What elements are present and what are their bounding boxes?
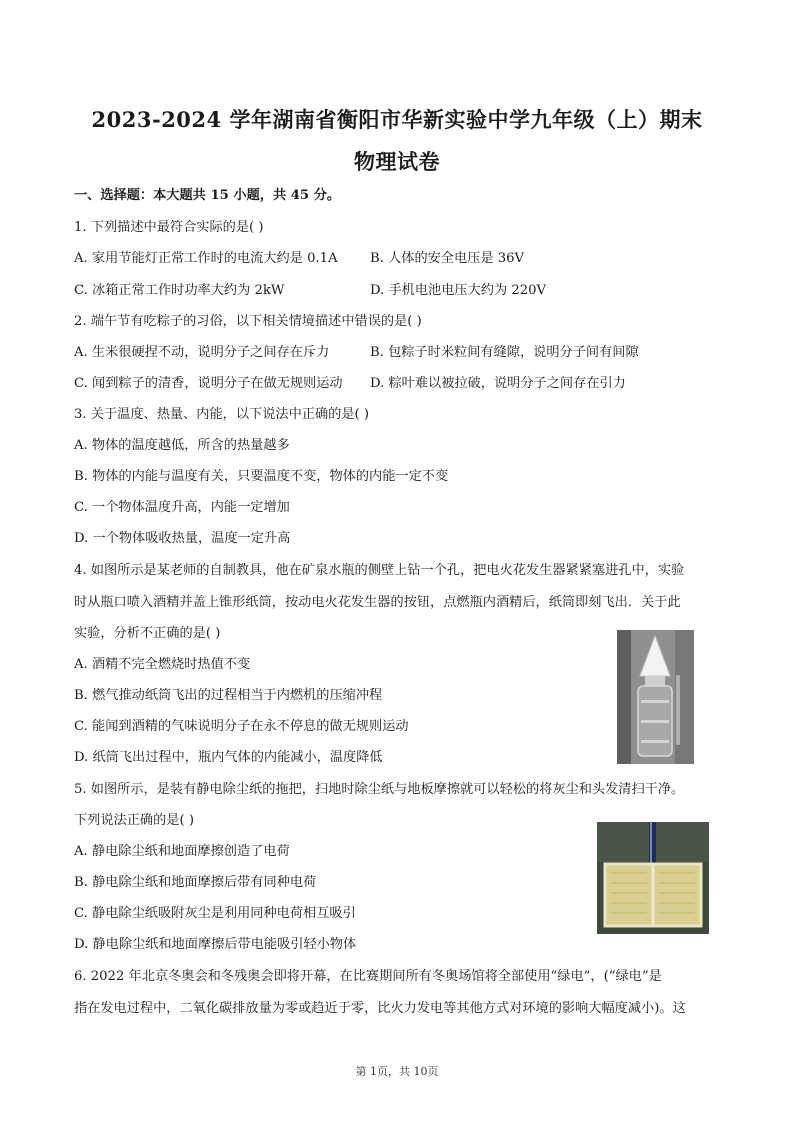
section-heading: 一、选择题：本大题共 15 小题，共 45 分。 — [74, 188, 341, 203]
question-3-option-d: D. 一个物体吸收热量，温度一定升高 — [74, 531, 291, 546]
bottle-experiment-photo — [617, 630, 694, 764]
question-5-stem-line1: 5. 如图所示，是装有静电除尘纸的拖把，扫地时除尘纸与地板摩擦就可以轻松的将灰尘和头发清扫干净。 — [74, 782, 685, 797]
question-5-option-a: A. 静电除尘纸和地面摩擦创造了电荷 — [74, 844, 290, 859]
question-1-option-a: A. 家用节能灯正常工作时的电流大约是 0.1A — [74, 251, 338, 266]
question-5-stem-line2: 下列说法正确的是( ) — [74, 813, 194, 828]
question-2-option-a: A. 生米很硬捏不动，说明分子之间存在斥力 — [74, 345, 330, 360]
question-4-stem-line1: 4. 如图所示是某老师的自制教具，他在矿泉水瓶的侧壁上钻一个孔，把电火花发生器紧紧塞进孔中，实验 — [74, 563, 685, 578]
question-5-option-d: D. 静电除尘纸和地面摩擦后带电能吸引轻小物体 — [74, 937, 357, 952]
question-2-stem: 2. 端午节有吃粽子的习俗，以下相关情境描述中错误的是( ) — [74, 314, 422, 329]
question-2-option-d: D. 粽叶难以被拉破，说明分子之间存在引力 — [370, 376, 626, 391]
question-6-stem-line2: 指在发电过程中，二氧化碳排放量为零或趋近于零，比火力发电等其他方式对环境的影响大幅度减小)。这 — [74, 1001, 686, 1016]
question-6-stem-line1: 6. 2022 年北京冬奥会和冬残奥会即将开幕，在比赛期间所有冬奥场馆将全部使用“绿电”，(“绿电”是 — [74, 969, 662, 984]
question-3-stem: 3. 关于温度、热量、内能，以下说法中正确的是( ) — [74, 407, 370, 422]
bottle-illustration — [617, 630, 694, 764]
question-1-option-c: C. 冰箱正常工作时功率大约为 2kW — [74, 283, 285, 298]
question-4-stem-line3: 实验，分析不正确的是( ) — [74, 626, 221, 641]
question-1-option-b: B. 人体的安全电压是 36V — [370, 251, 525, 266]
question-4-option-d: D. 纸筒飞出过程中，瓶内气体的内能减小，温度降低 — [74, 750, 383, 765]
question-4-option-a: A. 酒精不完全燃烧时热值不变 — [74, 657, 251, 672]
question-3-option-a: A. 物体的温度越低，所含的热量越多 — [74, 438, 290, 453]
question-1-option-d: D. 手机电池电压大约为 220V — [370, 283, 547, 298]
question-4-option-c: C. 能闻到酒精的气味说明分子在永不停息的做无规则运动 — [74, 719, 409, 734]
question-4-stem-line2: 时从瓶口喷入酒精并盖上锥形纸筒，按动电火花发生器的按钮，点燃瓶内酒精后，纸筒即刻飞出．关于此 — [74, 595, 681, 610]
mop-dust-paper-photo — [597, 822, 709, 934]
question-5-option-b: B. 静电除尘纸和地面摩擦后带有同种电荷 — [74, 875, 317, 890]
exam-title-line2: 物理试卷 — [354, 149, 440, 174]
question-3-option-c: C. 一个物体温度升高，内能一定增加 — [74, 500, 290, 515]
question-1-stem: 1. 下列描述中最符合实际的是( ) — [74, 220, 264, 235]
question-2-option-b: B. 包粽子时米粒间有缝隙，说明分子间有间隙 — [370, 345, 639, 360]
question-3-option-b: B. 物体的内能与温度有关，只要温度不变，物体的内能一定不变 — [74, 469, 449, 484]
page-number: 第 1页，共 10页 — [355, 1065, 439, 1078]
question-5-option-c: C. 静电除尘纸吸附灰尘是利用同种电荷相互吸引 — [74, 906, 356, 921]
question-2-option-c: C. 闻到粽子的清香，说明分子在做无规则运动 — [74, 376, 343, 391]
question-4-option-b: B. 燃气推动纸筒飞出的过程相当于内燃机的压缩冲程 — [74, 688, 383, 703]
exam-title-line1: 2023-2024 学年湖南省衡阳市华新实验中学九年级（上）期末 — [91, 107, 703, 132]
mop-illustration — [597, 822, 709, 934]
